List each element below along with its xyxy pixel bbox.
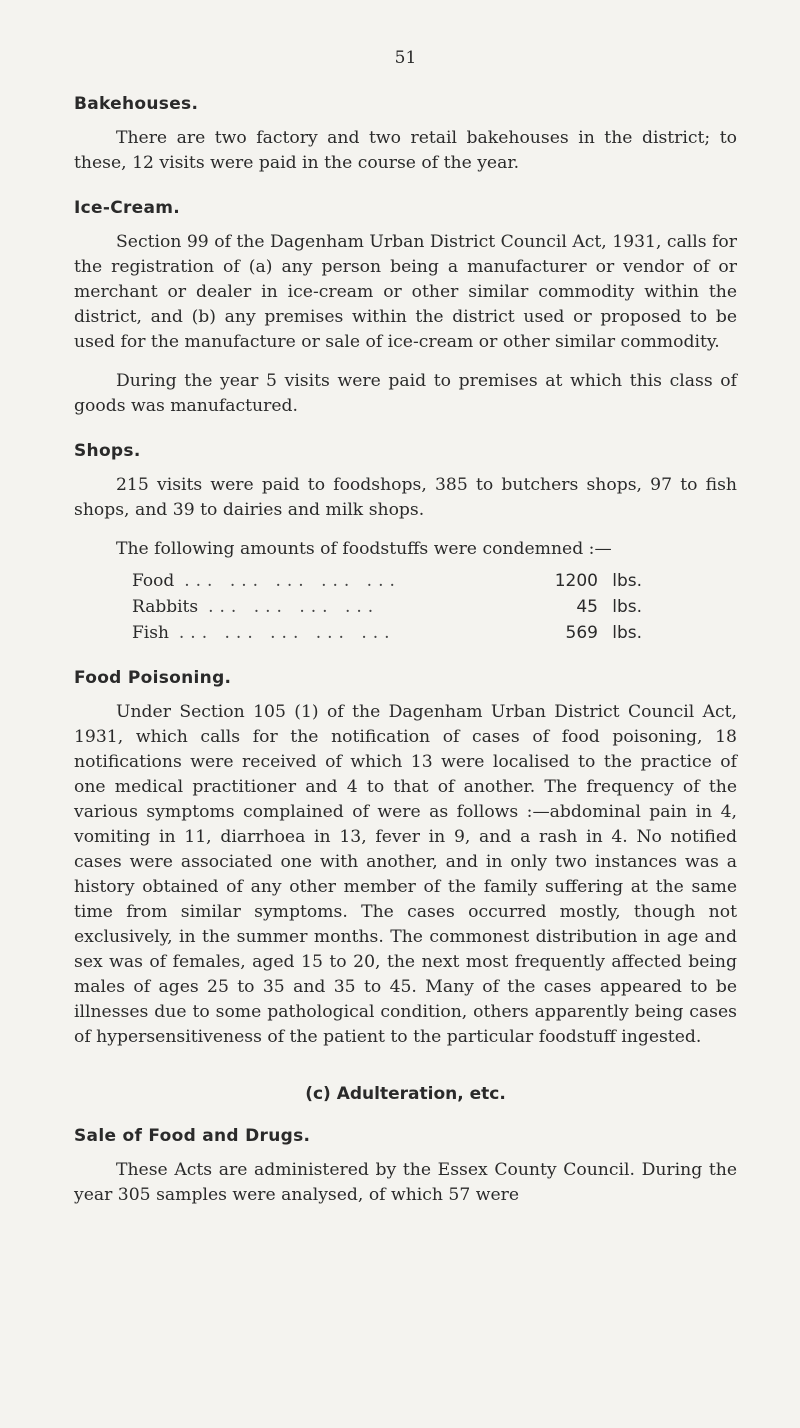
- section-heading: Sale of Food and Drugs.: [74, 1126, 311, 1146]
- dot-leader: ... ... ... ... ...: [178, 623, 396, 643]
- paragraph: There are two factory and two retail bakehouses in the district; to these, 12 visits were paid in the course of the year.: [74, 128, 737, 173]
- table-row: [132, 594, 642, 620]
- paragraph: Section 99 of the Dagenham Urban District Council Act, 1931, calls for the registration of (a) any person being a manufacturer or vendor of or merchant or dealer in ice-cream or other similar commodity within the district, and (b) any premises within the district used or proposed to be used for the manufacture or sale of ice-cream or other similar commodity.: [74, 232, 737, 352]
- item-quantity: 45: [576, 597, 598, 617]
- paragraph: The following amounts of foodstuffs were condemned :—: [116, 539, 612, 559]
- item-name: Food: [132, 571, 175, 591]
- item-unit: lbs.: [612, 623, 642, 643]
- item-unit: lbs.: [612, 571, 642, 591]
- table-row: [132, 568, 642, 594]
- section-sale-of-food: [74, 1126, 737, 1208]
- section-heading: Bakehouses.: [74, 94, 199, 114]
- page-number: 51: [394, 48, 417, 68]
- item-quantity: 1200: [554, 571, 598, 591]
- dot-leader: ... ... ... ...: [208, 597, 380, 617]
- section-shops: [74, 441, 737, 646]
- condemned-foodstuffs-table: [132, 568, 642, 646]
- item-name: Rabbits: [132, 597, 199, 617]
- paragraph: During the year 5 visits were paid to premises at which this class of goods was manufactured.: [74, 371, 737, 416]
- section-bakehouses: [74, 94, 737, 176]
- table-row: [132, 620, 642, 646]
- paragraph: 215 visits were paid to foodshops, 385 to butchers shops, 97 to fish shops, and 39 to dairies and milk shops.: [74, 475, 737, 520]
- paragraph: Under Section 105 (1) of the Dagenham Urban District Council Act, 1931, which calls for the notification of cases of food poisoning, 18 notifications were received of which 13 were localised to the practice of one medical practitioner and 4 to that of another. The frequency of the various symptoms complained of were as follows :—abdominal pain in 4, vomiting in 11, diarrhoea in 13, fever in 9, and a rash in 4. No notified cases were associated one with another, and in only two instances was a history obtained of any other member of the family suffering at the same time from similar symptoms. The cases occurred mostly, though not exclusively, in the summer months. The commonest distribution in age and sex was of females, aged 15 to 20, the next most frequently affected being males of ages 25 to 35 and 35 to 45. Many of the cases appeared to be illnesses due to some pathological condition, others apparently being cases of hypersensitiveness of the patient to the particular foodstuff ingested.: [74, 702, 737, 1047]
- paragraph: These Acts are administered by the Essex County Council. During the year 305 samples were analysed, of which 57 were: [74, 1160, 737, 1205]
- item-name: Fish: [132, 623, 169, 643]
- section-food-poisoning: [74, 668, 737, 1050]
- dot-leader: ... ... ... ... ...: [184, 571, 401, 591]
- section-heading: Ice-Cream.: [74, 198, 181, 218]
- section-heading: Shops.: [74, 441, 141, 461]
- item-unit: lbs.: [612, 597, 642, 617]
- subsection-title: (c) Adulteration, etc.: [305, 1084, 506, 1104]
- section-heading: Food Poisoning.: [74, 668, 232, 688]
- section-ice-cream: [74, 198, 737, 419]
- item-quantity: 569: [565, 623, 598, 643]
